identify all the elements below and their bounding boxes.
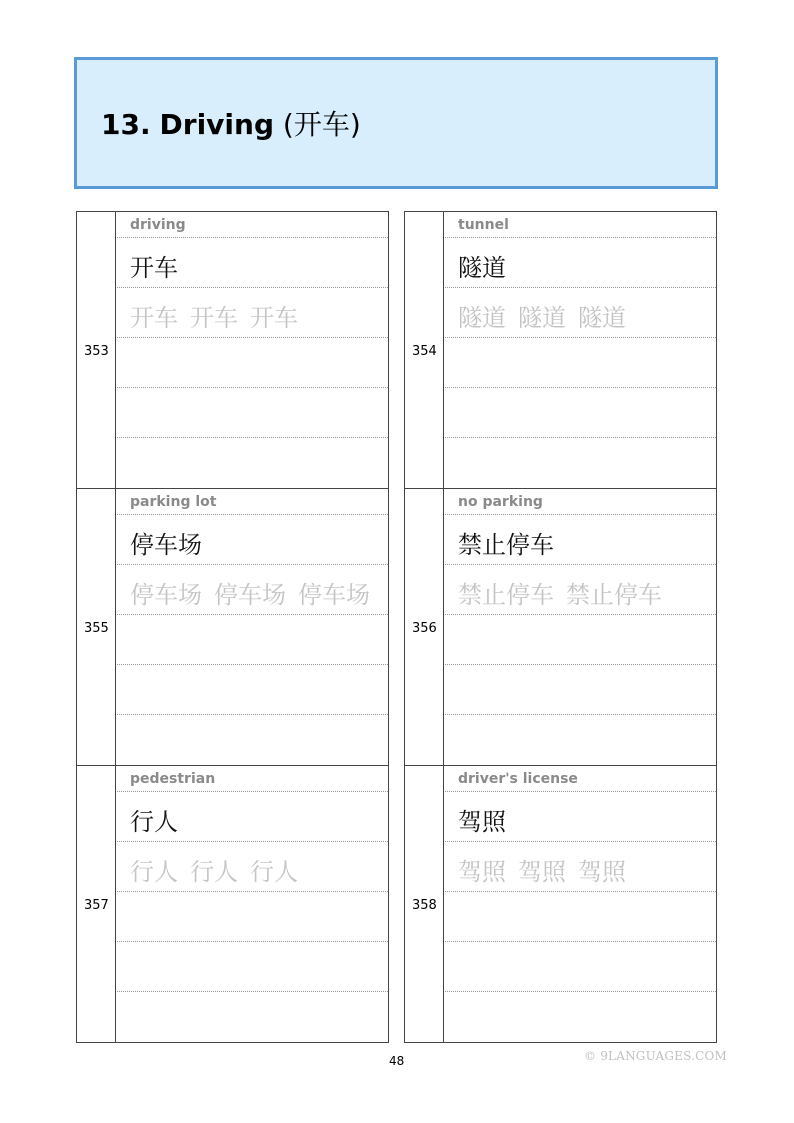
practice-row (117, 438, 388, 488)
trace-row (445, 842, 716, 892)
number-column (77, 489, 116, 765)
practice-row (445, 388, 716, 438)
section-title (101, 105, 361, 145)
trace-word: 驾照 (518, 858, 566, 886)
entry-number: 358 (412, 898, 437, 913)
english-row (445, 766, 716, 792)
trace-words (130, 575, 382, 610)
trace-word: 隧道 (518, 304, 566, 332)
practice-row (445, 438, 716, 488)
trace-word: 停车场 (214, 581, 286, 609)
section-header (74, 57, 718, 189)
trace-row (445, 565, 716, 615)
english-word: pedestrian (130, 771, 216, 787)
trace-word: 禁止停车 (458, 581, 554, 609)
trace-row (117, 288, 388, 338)
trace-words (130, 852, 310, 887)
trace-word: 停车场 (298, 581, 370, 609)
chinese-row (445, 238, 716, 288)
number-column (405, 766, 444, 1042)
practice-row (117, 942, 388, 992)
trace-word: 禁止停车 (566, 581, 662, 609)
entry-number: 357 (84, 898, 109, 913)
english-row (445, 212, 716, 238)
practice-row (445, 338, 716, 388)
trace-words (458, 852, 638, 887)
vocab-card (76, 765, 389, 1043)
page-number: 48 (389, 1054, 405, 1068)
number-column (405, 212, 444, 488)
trace-word: 行人 (130, 858, 178, 886)
trace-word: 行人 (190, 858, 238, 886)
practice-row (445, 992, 716, 1042)
chinese-row (117, 792, 388, 842)
trace-row (117, 565, 388, 615)
practice-row (445, 942, 716, 992)
entry-number: 355 (84, 621, 109, 636)
trace-word: 隧道 (578, 304, 626, 332)
chinese-word: 开车 (130, 254, 178, 282)
vocab-card (404, 765, 717, 1043)
practice-row (117, 388, 388, 438)
trace-word: 开车 (190, 304, 238, 332)
vocab-card (76, 488, 389, 765)
english-row (117, 212, 388, 238)
chinese-row (445, 792, 716, 842)
trace-word: 行人 (250, 858, 298, 886)
entry-number: 353 (84, 344, 109, 359)
trace-word: 开车 (250, 304, 298, 332)
english-word: no parking (458, 494, 543, 510)
entry-number: 354 (412, 344, 437, 359)
practice-row (445, 892, 716, 942)
chinese-row (445, 515, 716, 565)
trace-word: 驾照 (578, 858, 626, 886)
trace-words (130, 298, 310, 333)
copyright-notice: © 9LANGUAGES.COM (584, 1049, 728, 1063)
chinese-word: 驾照 (458, 808, 506, 836)
chinese-word: 行人 (130, 808, 178, 836)
trace-row (117, 842, 388, 892)
section-title-zh: (开车) (282, 108, 361, 141)
chinese-word: 隧道 (458, 254, 506, 282)
practice-row (117, 715, 388, 765)
number-column (77, 212, 116, 488)
chinese-word: 停车场 (130, 531, 202, 559)
trace-words (458, 298, 638, 333)
english-row (117, 489, 388, 515)
practice-row (445, 615, 716, 665)
english-row (445, 489, 716, 515)
english-row (117, 766, 388, 792)
chinese-row (117, 238, 388, 288)
trace-word: 开车 (130, 304, 178, 332)
practice-row (117, 892, 388, 942)
english-word: tunnel (458, 217, 509, 233)
practice-row (117, 338, 388, 388)
practice-row (445, 665, 716, 715)
vocab-card (404, 488, 717, 765)
practice-row (117, 665, 388, 715)
trace-row (445, 288, 716, 338)
chinese-row (117, 515, 388, 565)
vocab-card (404, 211, 717, 488)
number-column (77, 766, 116, 1042)
practice-row (117, 615, 388, 665)
vocab-card (76, 211, 389, 488)
chinese-word: 禁止停车 (458, 531, 554, 559)
practice-row (117, 992, 388, 1042)
trace-words (458, 575, 674, 610)
english-word: driving (130, 217, 186, 233)
trace-word: 隧道 (458, 304, 506, 332)
entry-number: 356 (412, 621, 437, 636)
section-number: 13. (101, 108, 151, 141)
trace-word: 驾照 (458, 858, 506, 886)
number-column (405, 489, 444, 765)
english-word: parking lot (130, 494, 217, 510)
section-title-en: Driving (159, 108, 274, 141)
english-word: driver's license (458, 771, 578, 787)
trace-word: 停车场 (130, 581, 202, 609)
practice-row (445, 715, 716, 765)
